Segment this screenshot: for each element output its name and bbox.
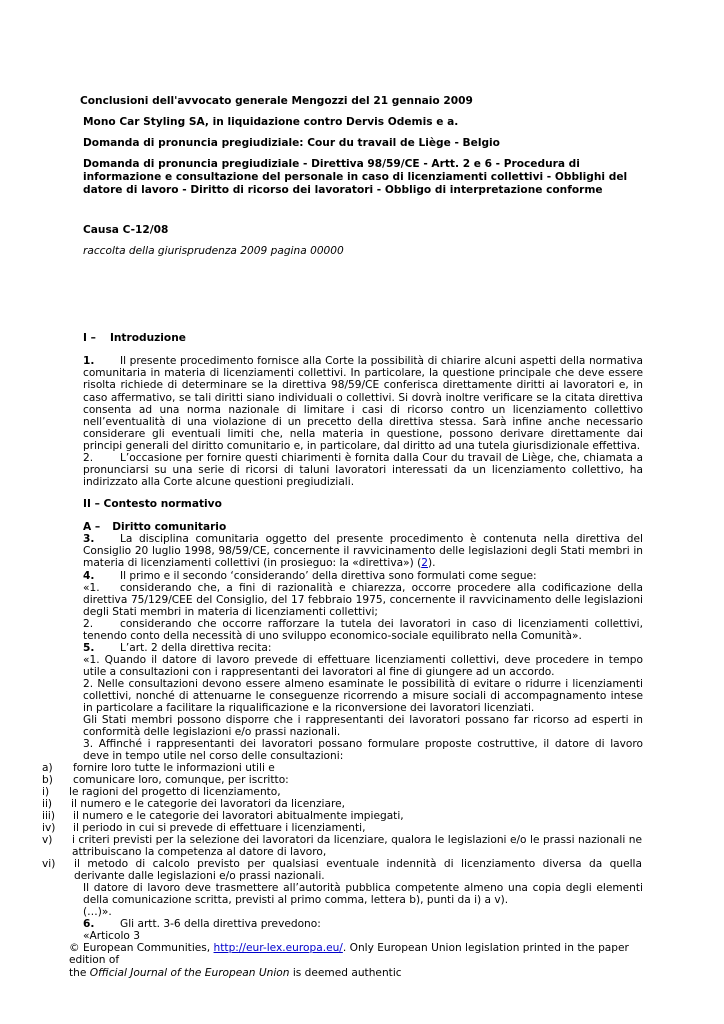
list-marker: iii) (42, 810, 55, 822)
document-title: Conclusioni dell'avvocato generale Mengozzi del 21 gennaio 2009 (80, 95, 473, 107)
list-marker: ii) (42, 798, 53, 810)
case-parties: Mono Car Styling SA, in liquidazione contro Dervis Odemis e a. (83, 116, 459, 128)
recital-text: considerando che occorre rafforzare la tutela dei lavoratori in caso di licenziamenti collettivi, tenendo conto della necessità di uno sviluppo economico-sociale equilibrato nella Comunità». (83, 618, 643, 643)
subsection-heading-community-law (83, 521, 226, 533)
paragraph-number: 4. (83, 570, 95, 582)
article-2-paragraph-3: 3. Affinché i rappresentanti dei lavoratori possano formulare proposte costruttive, il datore di lavoro deve in tempo utile nel corso delle consultazioni: (83, 738, 643, 763)
section-heading-introduction (83, 332, 186, 344)
section-title: Introduzione (109, 332, 186, 344)
article-2-paragraph-1: «1. Quando il datore di lavoro prevede di effettuare licenziamenti collettivi, deve procedere in tempo utile a consultazioni con i rappresentanti dei lavoratori al fine di giungere ad un accordo. (83, 654, 643, 679)
list-item (42, 834, 642, 858)
paragraph-5 (83, 642, 643, 654)
subsection-title: Diritto comunitario (112, 521, 227, 533)
list-text: il metodo di calcolo previsto per qualsiasi eventuale indennità di licenziamento diversa da quella derivante dalle legislazioni e/o prassi nazionali. (74, 858, 642, 883)
list-text: il numero e le categorie dei lavoratori abitualmente impiegati, (73, 810, 404, 822)
paragraph-number: 5. (83, 642, 95, 654)
recital-number: 2. (83, 618, 94, 630)
article-2-paragraph-2b: Gli Stati membri possono disporre che i rappresentanti dei lavoratori possano far ricorso ad esperti in conformità delle legislazioni e/o prassi nazionali. (83, 714, 643, 739)
paragraph-3 (83, 533, 643, 570)
paragraph-number: 3. (83, 533, 95, 545)
list-text: il periodo in cui si prevede di effettuare i licenziamenti, (73, 822, 366, 834)
recital-number: «1. (83, 582, 100, 594)
keywords: Domanda di pronuncia pregiudiziale - Direttiva 98/59/CE - Artt. 2 e 6 - Procedura di informazione e consultazione del personale in caso di licenziamenti collettivi - Obblighi del datore di lavoro - Diritto di ricorso dei lavoratori - Obbligo di interpretazione conforme (83, 158, 628, 196)
paragraph-number: 2. (83, 452, 94, 464)
case-number: Causa C-12/08 (83, 224, 169, 236)
paragraph-2 (83, 452, 643, 489)
footer-text: is deemed authentic (289, 966, 402, 979)
section-heading-legal-context: II – Contesto normativo (83, 498, 222, 510)
footer-text: © European Communities, (69, 942, 214, 954)
recital-1 (83, 582, 643, 619)
list-marker: iv) (42, 822, 56, 834)
list-marker: a) (42, 762, 53, 774)
paragraph-1 (83, 355, 643, 453)
list-text: il numero e le categorie dei lavoratori da licenziare, (71, 798, 345, 810)
article-2-paragraph-2: 2. Nelle consultazioni devono essere almeno esaminate le possibilità di evitare o ridurre i licenziamenti collettivi, nonché di attenuarne le conseguenze ricorrendo a misure sociali di accompagnamento intese in particolare a facilitare la riqualificazione e la riconversione dei lavoratori licenziati. (83, 678, 643, 715)
subsection-number: A – (83, 521, 101, 533)
list-item (42, 858, 642, 882)
list-text: le ragioni del progetto di licenziamento, (69, 786, 281, 798)
article-2-ellipsis: (…)». (83, 906, 112, 918)
reference-request: Domanda di pronuncia pregiudiziale: Cour du travail de Liège - Belgio (83, 137, 500, 149)
paragraph-text-end: ). (427, 557, 436, 570)
paragraph-6 (83, 918, 643, 930)
paragraph-4 (83, 570, 643, 582)
recital-2 (83, 618, 643, 642)
copyright-footer (69, 942, 644, 979)
paragraph-text: La disciplina comunitaria oggetto del presente procedimento è contenuta nella direttiva del Consiglio 20 luglio 1998, 98/59/CE, concernente il ravvicinamento delle legislazioni degli Stati membri in materia di licenziamenti collettivi (in prosieguo: la «direttiva») ( (83, 533, 643, 570)
list-text: comunicare loro, comunque, per iscritto: (73, 774, 289, 786)
footer-text: the (69, 966, 90, 979)
paragraph-text: Il primo e il secondo ‘considerando’ della direttiva sono formulati come segue: (120, 570, 537, 582)
report-reference: raccolta della giurisprudenza 2009 pagina 00000 (83, 245, 344, 257)
section-number: I – (83, 332, 96, 344)
article-2-paragraph-3b: Il datore di lavoro deve trasmettere all’autorità pubblica competente almeno una copia degli elementi della comunicazione scritta, previsti al primo comma, lettera b), punti da i) a v). (83, 882, 643, 907)
footnote-link[interactable]: 2 (421, 557, 428, 570)
paragraph-text: Gli artt. 3-6 della direttiva prevedono: (120, 918, 321, 930)
list-marker: i) (42, 786, 50, 798)
footer-text: . Only European Union legislation printed in the paper edition of (69, 942, 629, 967)
paragraph-text: Il presente procedimento fornisce alla Corte la possibilità di chiarire alcuni aspetti della normativa comunitaria in materia di licenziamenti collettivi. In particolare, la questione principale che deve essere risolta richiede di determinare se la direttiva 98/59/CE conferisca direttamente diritti ai lavoratori e, in caso affermativo, se tali diritti siano individuali o collettivi. Si dovrà inoltre verificare se la citata direttiva consenta ad una norma nazionale di limitare i casi di ricorso contro un licenziamento collettivo nell’eventualità di una violazione di un precetto della direttiva stessa. Sarà infine anche necessario considerare gli eventuali limiti che, nella materia in questione, possono derivare direttamente dai principi generali del diritto comunitario e, in particolare, dal diritto ad una tutela giurisdizionale effettiva. (83, 355, 643, 453)
article-3-quote: «Articolo 3 (83, 930, 141, 942)
paragraph-number: 1. (83, 355, 95, 367)
journal-name: Official Journal of the European Union (89, 966, 290, 979)
paragraph-text: L’occasione per fornire questi chiarimenti è fornita dalla Cour du travail de Liège, che, chiamata a pronunciarsi su una serie di ricorsi di taluni lavoratori interessati da un licenziamento collettivo, ha indirizzato alla Corte alcune questioni pregiudiziali. (83, 452, 643, 489)
list-text: fornire loro tutte le informazioni utili e (73, 762, 275, 774)
paragraph-text: L’art. 2 della direttiva recita: (120, 642, 272, 654)
list-marker: vi) (42, 858, 56, 870)
list-marker: v) (42, 834, 53, 846)
eur-lex-link[interactable]: http://eur-lex.europa.eu/ (213, 942, 343, 954)
recital-text: considerando che, a fini di razionalità e chiarezza, occorre procedere alla codificazione della direttiva 75/129/CEE del Consiglio, del 17 febbraio 1975, concernente il ravvicinamento delle legislazioni degli Stati membri in materia di licenziamenti collettivi; (83, 582, 643, 619)
list-marker: b) (42, 774, 53, 786)
paragraph-number: 6. (83, 918, 95, 930)
list-text: i criteri previsti per la selezione dei lavoratori da licenziare, qualora le legislazioni e/o le prassi nazionali ne attribuiscano la competenza al datore di lavoro, (72, 834, 642, 859)
